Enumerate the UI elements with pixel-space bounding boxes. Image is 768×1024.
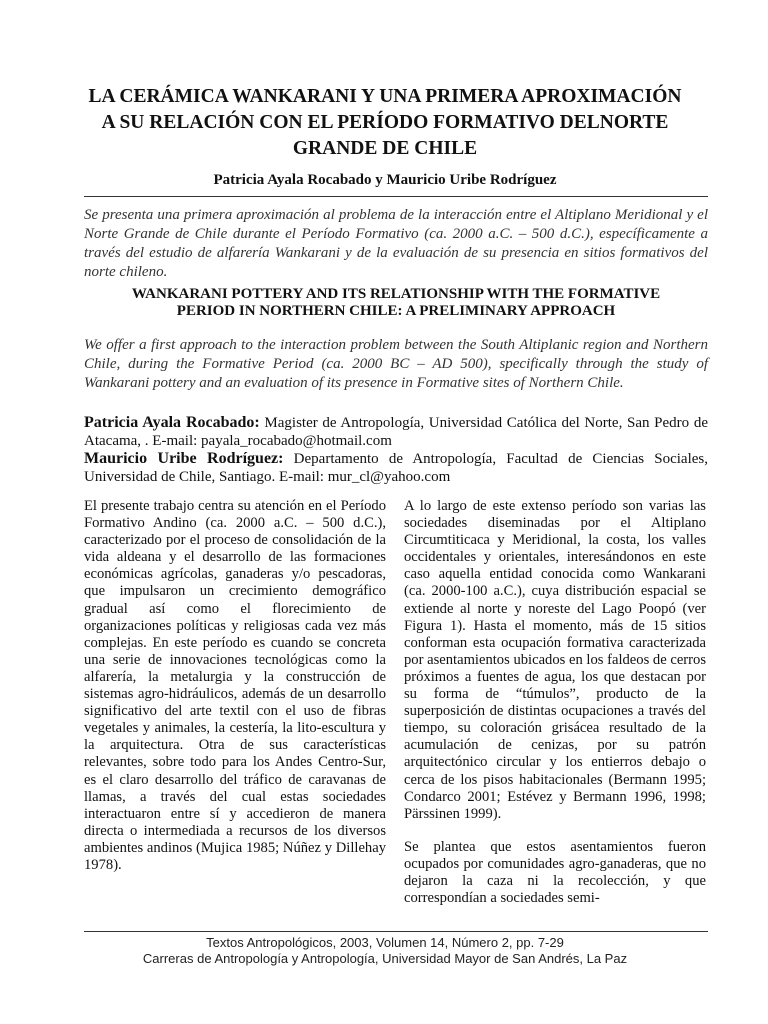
english-title — [84, 286, 708, 320]
english-title-line: PERIOD IN NORTHERN CHILE: A PRELIMINARY APPROACH — [176, 303, 616, 319]
abstract-english: We offer a first approach to the interaction problem between the South Altiplanic region and Northern Chile, during the Formative Period (ca. 2000 BC – AD 500), specifically through the study of Wankarani pottery and an evaluation of its presence in Formative sites of Northern Chile. — [84, 337, 708, 391]
title-line: LA CERÁMICA WANKARANI Y UNA PRIMERA APROXIMACIÓN — [88, 86, 682, 107]
english-title-line: WANKARANI POTTERY AND ITS RELATIONSHIP WITH THE FORMATIVE — [131, 286, 661, 302]
footer-citation: Textos Antropológicos, 2003, Volumen 14, Número 2, pp. 7-29 — [206, 935, 564, 950]
abstract-spanish: Se presenta una primera aproximación al problema de la interacción entre el Altiplano Meridional y el Norte Grande de Chile durante el Período Formativo (ca. 2000 a.C. – 500 d.C.), específicamente a través del estudio de alfarería Wankarani y de la evaluación de su presencia en sitios formativos del norte chileno. — [84, 207, 708, 280]
journal-footer — [60, 935, 710, 967]
author-affiliation — [84, 450, 708, 486]
body-paragraph: Se plantea que estos asentamientos fueron ocupados por comunidades agro-ganaderas, que no dejaron la caza ni la recolección, y que correspondían a sociedades semi- — [404, 838, 706, 907]
header-divider — [84, 196, 708, 197]
body-paragraph: A lo largo de este extenso período son varias las sociedades diseminadas por el Altiplano Circumtiticaca y Meridional, la costa, los valles occidentales y orientales, interesándonos en este caso aquella entidad conocida como Wankarani (ca. 2000-100 a.C.), cuya distribución espacial se extiende al norte y noreste del Lago Poopó (ver Figura 1). Hasta el momento, más de 15 sitios conforman esta ocupación formativa caracterizada por asentamientos ubicados en los faldeos de cerros próximos a fuentes de agua, los que destacan por su forma de “túmulos”, producto de la superposición de distintas ocupaciones a través del tiempo, su coloración grisácea resultado de la acumulación de cenizas, por su patrón arquitectónico circular y los entierros debajo o cerca de los pisos habitacionales (Bermann 1995; Condarco 2001; Estévez y Bermann 1996, 1998; Pärssinen 1999). — [404, 498, 706, 822]
author-name: Patricia Ayala Rocabado: — [84, 414, 260, 431]
title-line: A SU RELACIÓN CON EL PERÍODO FORMATIVO DELNORTE — [101, 112, 669, 133]
body-column-right — [404, 498, 706, 907]
title-line: GRANDE DE CHILE — [292, 138, 478, 159]
author-byline: Patricia Ayala Rocabado y Mauricio Uribe Rodríguez — [213, 172, 557, 188]
body-paragraph: El presente trabajo centra su atención en el Período Formativo Andino (ca. 2000 a.C. – 500 d.C.), caracterizado por el proceso de consolidación de la vida aldeana y el desarrollo de las formaciones económicas agrícolas, ganaderas y/o pescadoras, que impulsaron un crecimiento demográfico gradual así como el florecimiento de organizaciones políticas y religiosas cada vez más complejas. En este período es cuando se concreta una serie de innovaciones tecnológicas como la alfarería, la metalurgia y la construcción de sistemas agro-hidráulicos, además de un desarrollo significativo del arte textil con el uso de fibras vegetales y animales, la cestería, la lito-escultura y la arquitectura. Otra de sus características relevantes, sobre todo para los Andes Centro-Sur, es el claro desarrollo del tráfico de caravanas de llamas, a través del cual estas sociedades interactuaron entre sí y accedieron de manera directa o intermediada a recursos de los diversos ambientes andinos (Mujica 1985; Núñez y Dillehay 1978). — [84, 498, 386, 873]
affiliation-text: Departamento de Antropología, Facultad de Ciencias Sociales, Universidad de Chile, Santiago. E-mail: mur_cl@yahoo.com — [84, 451, 709, 485]
footer-divider — [84, 931, 708, 932]
footer-publisher: Carreras de Antropología y Antropología, Universidad Mayor de San Andrés, La Paz — [142, 951, 628, 966]
article-title — [60, 84, 710, 162]
author-affiliation — [84, 414, 708, 450]
affiliation-text: Magister de Antropología, Universidad Católica del Norte, San Pedro de Atacama, . E-mail: payala_rocabado@hotmail.com — [84, 415, 708, 449]
body-column-left — [84, 498, 386, 874]
author-name: Mauricio Uribe Rodríguez: — [84, 450, 284, 467]
